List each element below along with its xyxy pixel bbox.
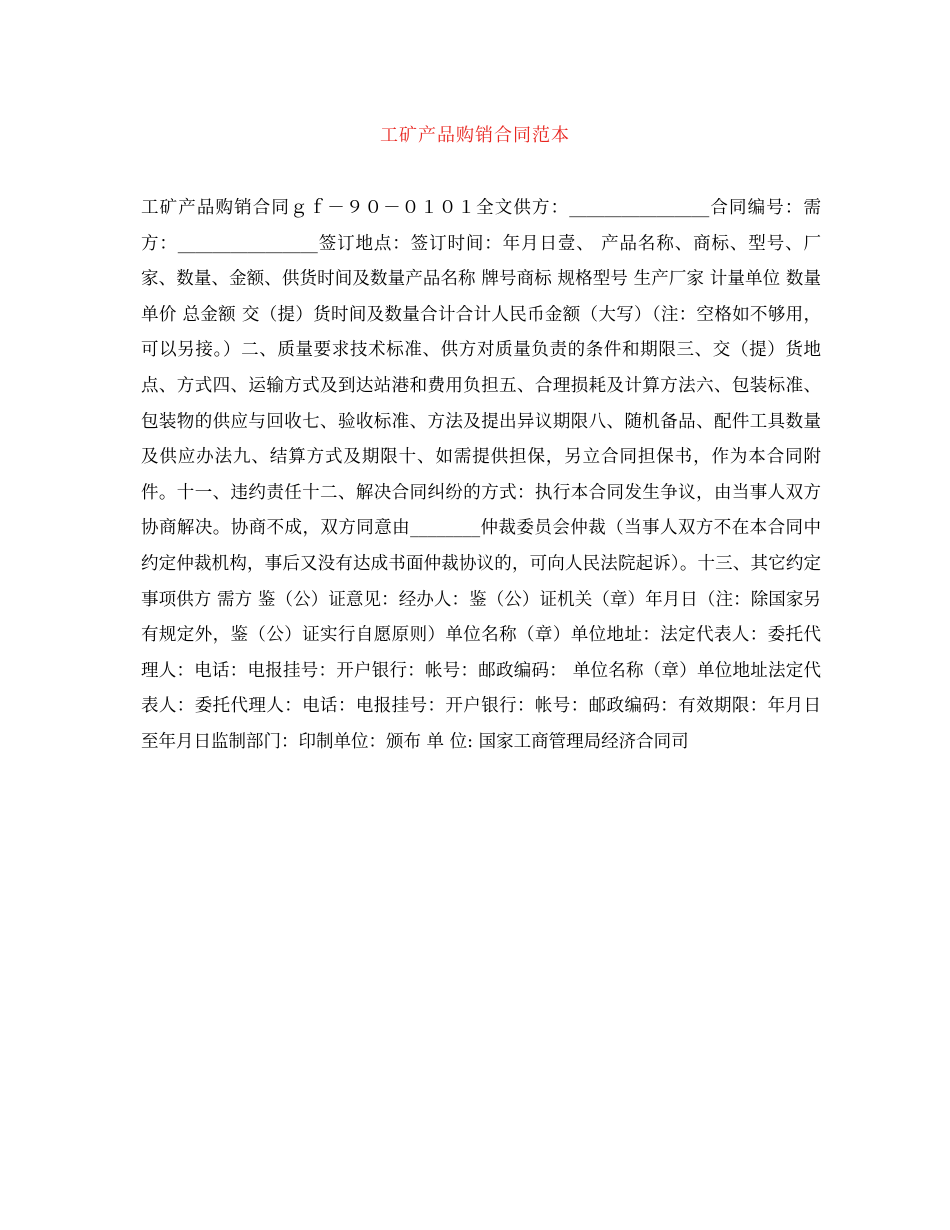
document-body-text: 工矿产品购销合同ｇｆ－９０－０１０１全文供方：________________合同编号：需方：________________签订地点：签订时间：年月日壹、 产品名称、商标、型号、厂家、数量、金额、供货时间及数量产品名称 牌号商标 规格型号 生产厂家 计量单位 数量 单价 总金额 交（提）货时间及数量合计合计人民币金额（大写）（注：空格如不够用，可以另接。）二、质量要求技术标准、供方对质量负责的条件和期限三、交（提）货地点、方式四、运输方式及到达站港和费用负担五、合理损耗及计算方法六、包装标准、包装物的供应与回收七、验收标准、方法及提出异议期限八、随机备品、配件工具数量及供应办法九、结算方式及期限十、如需提供担保，另立合同担保书，作为本合同附件。十一、违约责任十二、解决合同纠纷的方式：执行本合同发生争议，由当事人双方协商解决。协商不成，双方同意由________仲裁委员会仲裁（当事人双方不在本合同中约定仲裁机构，事后又没有达成书面仲裁协议的，可向人民法院起诉）。十三、其它约定事项供方 需方 鉴（公）证意见：经办人：鉴（公）证机关（章）年月日（注：除国家另有规定外，鉴（公）证实行自愿原则）单位名称（章）单位地址：法定代表人：委托代理人：电话：电报挂号：开户银行：帐号：邮政编码： 单位名称（章）单位地址法定代表人：委托代理人：电话：电报挂号：开户银行：帐号：邮政编码：有效期限：年月日至年月日监制部门：印制单位：颁布 单 位: 国家工商管理局经济合同司 bbox=[141, 198, 821, 752]
document-title: 工矿产品购销合同范本 bbox=[380, 125, 570, 146]
